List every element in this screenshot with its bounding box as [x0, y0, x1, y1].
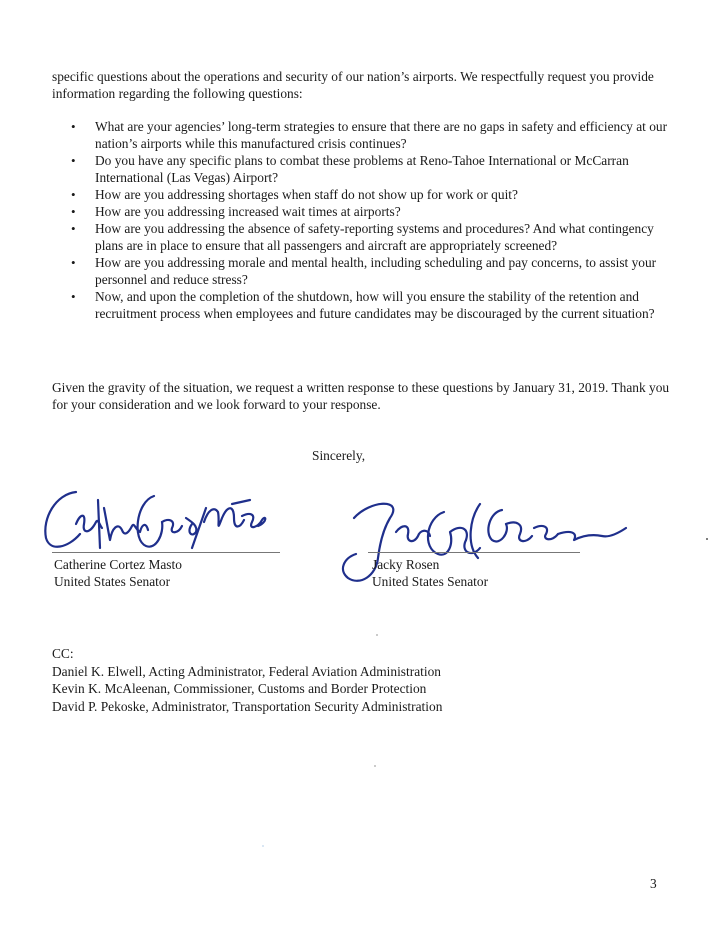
question-item: • How are you addressing morale and mental health, including scheduling and pay concerns, to assist your personnel and reduce stress? [71, 255, 657, 287]
bullet-icon: • [71, 289, 76, 304]
cc-block [52, 645, 442, 715]
question-item: • Do you have any specific plans to combat these problems at Reno-Tahoe International or McCarran International (Las Vegas) Airport? [71, 153, 629, 185]
signature-left [36, 478, 276, 558]
cc-recipient: David P. Pekoske, Administrator, Transportation Security Administration [52, 698, 443, 714]
question-item: • How are you addressing shortages when staff do not show up for work or quit? [71, 187, 518, 202]
question-item: • How are you addressing the absence of safety-reporting systems and procedures? And what contingency plans are in place to ensure that all passengers and aircraft are appropriately screened? [71, 221, 654, 253]
questions-list [52, 118, 672, 322]
page-number: 3 [650, 876, 657, 891]
signer-title: United States Senator [54, 574, 171, 589]
scan-speck [376, 634, 378, 636]
question-item: • What are your agencies’ long-term strategies to ensure that there are no gaps in safety and efficiency at our nation’s airports while this manufactured crisis continues? [71, 119, 668, 151]
question-item: • How are you addressing increased wait times at airports? [71, 204, 401, 219]
signer-name: Jacky Rosen [372, 557, 440, 572]
cc-recipient: Daniel K. Elwell, Acting Administrator, Federal Aviation Administration [52, 663, 441, 679]
bullet-icon: • [71, 221, 76, 236]
sign-off: Sincerely, [312, 448, 366, 463]
closing-paragraph: Given the gravity of the situation, we request a written response to these questions by January 31, 2019. Thank you for your consideration and we look forward to your response. [52, 380, 670, 412]
scan-speck [706, 538, 708, 540]
bullet-icon: • [71, 119, 76, 134]
scan-speck [262, 845, 264, 847]
signer-block-right [372, 556, 488, 590]
bullet-icon: • [71, 255, 76, 270]
cc-label: CC: [52, 646, 74, 661]
signature-line-left [52, 552, 280, 553]
bullet-icon: • [71, 153, 76, 168]
bullet-icon: • [71, 187, 76, 202]
scan-speck [374, 765, 376, 767]
signer-block-left [54, 556, 182, 590]
cc-recipient: Kevin K. McAleenan, Commissioner, Customs and Border Protection [52, 681, 427, 696]
signer-name: Catherine Cortez Masto [54, 557, 182, 572]
question-item: • Now, and upon the completion of the shutdown, how will you ensure the stability of the retention and recruitment process when employees and future candidates may be discouraged by the current situation? [71, 289, 655, 321]
signer-title: United States Senator [372, 574, 489, 589]
signature-line-right [368, 552, 580, 553]
bullet-icon: • [71, 204, 76, 219]
intro-paragraph: specific questions about the operations and security of our nation’s airports. We respectfully request you provide information regarding the following questions: [52, 69, 654, 101]
